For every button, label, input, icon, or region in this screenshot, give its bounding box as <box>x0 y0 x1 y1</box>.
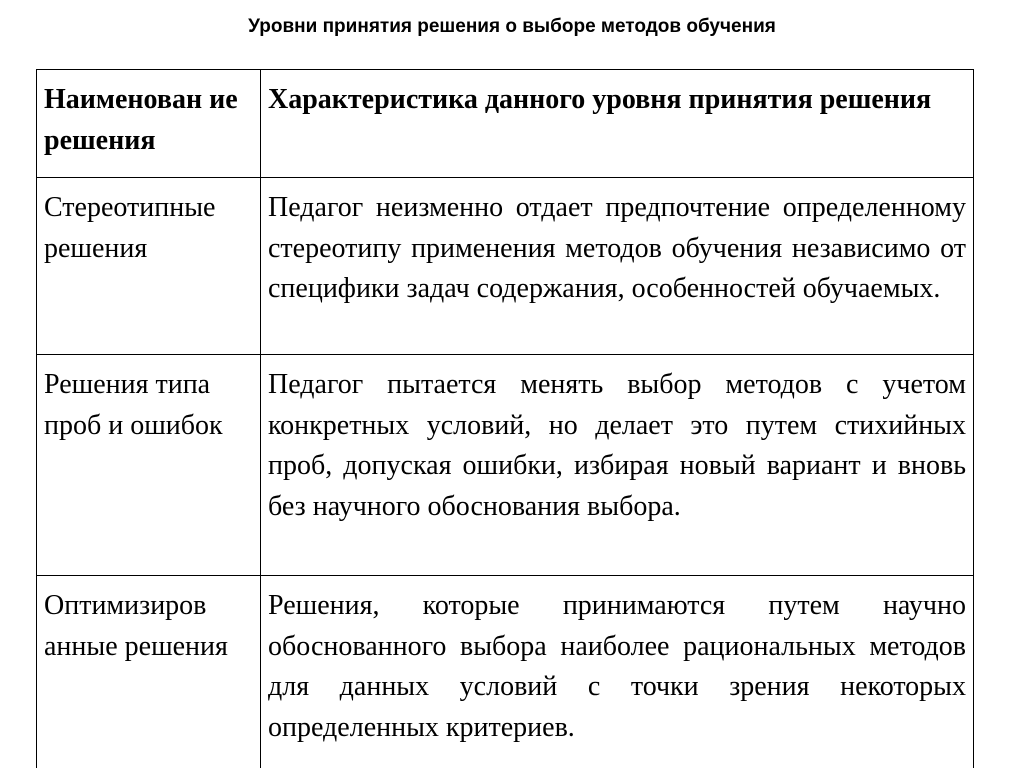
table-row <box>37 576 974 768</box>
table-header-row <box>37 70 974 178</box>
decision-description-cell: Педагог неизменно отдает предпочтение определенному стереотипу применения методов обучения независимо от специфики задач содержания, особенностей обучаемых. <box>261 178 974 355</box>
decision-name-cell: Оптимизиров анные решения <box>37 576 261 768</box>
header-decision-name: Наименован ие решения <box>37 70 261 178</box>
table-row <box>37 178 974 355</box>
decision-levels-table <box>36 69 974 768</box>
decision-description-cell: Педагог пытается менять выбор методов с учетом конкретных условий, но делает это путем стихийных проб, допуская ошибки, избирая новый вариант и вновь без научного обоснования выбора. <box>261 355 974 576</box>
page-title: Уровни принятия решения о выборе методов обучения <box>248 16 776 37</box>
decision-description-cell: Решения, которые принимаются путем научно обоснованного выбора наиболее рациональных методов для данных условий с точки зрения некоторых определенных критериев. <box>261 576 974 768</box>
decision-name-cell: Решения типа проб и ошибок <box>37 355 261 576</box>
table-row <box>37 355 974 576</box>
decision-name-cell: Стереотипные решения <box>37 178 261 355</box>
header-decision-characteristic: Характеристика данного уровня принятия решения <box>261 70 974 178</box>
